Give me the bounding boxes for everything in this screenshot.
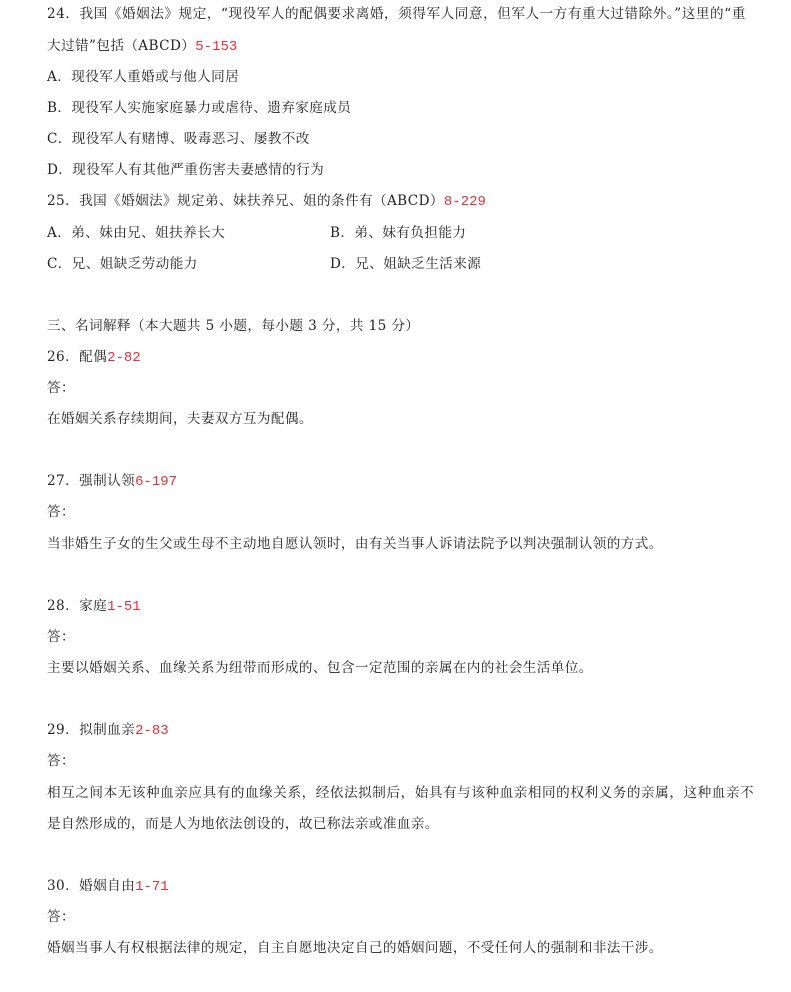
- answer-text: 当非婚生子女的生父或生母不主动地自愿认领时，由有关当事人诉请法院予以判决强制认领的方式。: [47, 536, 663, 552]
- question-24-option-b: B．现役军人实施家庭暴力或虐待、遗弃家庭成员: [47, 100, 352, 116]
- term-page-ref: 6-197: [135, 474, 178, 490]
- term-title-text: 28．家庭: [47, 598, 108, 614]
- question-25-option-b: B．弟、妹有负担能力: [330, 225, 467, 241]
- answer-label: 答：: [47, 380, 75, 396]
- question-24-option-c: C．现役军人有赌博、吸毒恶习、屡教不改: [47, 131, 310, 147]
- term-title-text: 30．婚姻自由: [47, 878, 136, 894]
- term-page-ref: 1-51: [107, 599, 141, 615]
- term-page-ref: 2-82: [107, 350, 141, 366]
- term-page-ref: 1-71: [135, 879, 169, 895]
- term-title-text: 26．配偶: [47, 349, 108, 365]
- answer-text: 在婚姻关系存续期间，夫妻双方互为配偶。: [47, 411, 313, 427]
- answer-label: 答：: [47, 909, 75, 925]
- question-24-stem-line1: 24．我国《婚姻法》规定，“现役军人的配偶要求离婚，须得军人同意，但军人一方有重大过错除外。”这里的“重: [47, 6, 746, 22]
- term-title-text: 27．强制认领: [47, 473, 136, 489]
- answer-text: 婚姻当事人有权根据法律的规定，自主自愿地决定自己的婚姻问题，不受任何人的强制和非法干涉。: [47, 940, 663, 956]
- question-24-stem-text: 大过错”包括（ABCD）: [47, 38, 196, 54]
- question-24-page-ref: 5-153: [195, 39, 238, 55]
- term-title: [47, 720, 169, 741]
- question-25-option-c: C．兄、姐缺乏劳动能力: [47, 256, 198, 272]
- term-title: [47, 347, 141, 368]
- question-24-option-d: D．现役军人有其他严重伤害夫妻感情的行为: [47, 162, 325, 178]
- answer-text-line2: 是自然形成的，而是人为地依法创设的，故已称法亲或准血亲。: [47, 816, 439, 832]
- answer-label: 答：: [47, 504, 75, 520]
- answer-text: 主要以婚姻关系、血缘关系为纽带而形成的、包含一定范围的亲属在内的社会生活单位。: [47, 660, 593, 676]
- section-heading: 三、名词解释（本大题共 5 小题，每小题 3 分，共 15 分）: [47, 318, 420, 334]
- answer-label: 答：: [47, 629, 75, 645]
- answer-text-line1: 相互之间本无该种血亲应具有的血缘关系，经依法拟制后，始具有与该种血亲相同的权利义务的亲属，这种血亲不: [47, 785, 755, 801]
- question-25-stem: [47, 191, 486, 212]
- term-title: [47, 876, 169, 897]
- question-24-option-a: A．现役军人重婚或与他人同居: [47, 69, 240, 85]
- term-title: [47, 471, 177, 492]
- question-25-page-ref: 8-229: [443, 194, 486, 210]
- term-page-ref: 2-83: [135, 723, 169, 739]
- question-25-option-d: D．兄、姐缺乏生活来源: [330, 256, 482, 272]
- question-25-option-a: A．弟、妹由兄、姐扶养长大: [47, 225, 226, 241]
- answer-label: 答：: [47, 753, 75, 769]
- question-24-stem-line2: [47, 36, 237, 57]
- question-25-stem-text: 25．我国《婚姻法》规定弟、妹扶养兄、姐的条件有（ABCD）: [47, 193, 444, 209]
- term-title-text: 29．拟制血亲: [47, 722, 136, 738]
- term-title: [47, 596, 141, 617]
